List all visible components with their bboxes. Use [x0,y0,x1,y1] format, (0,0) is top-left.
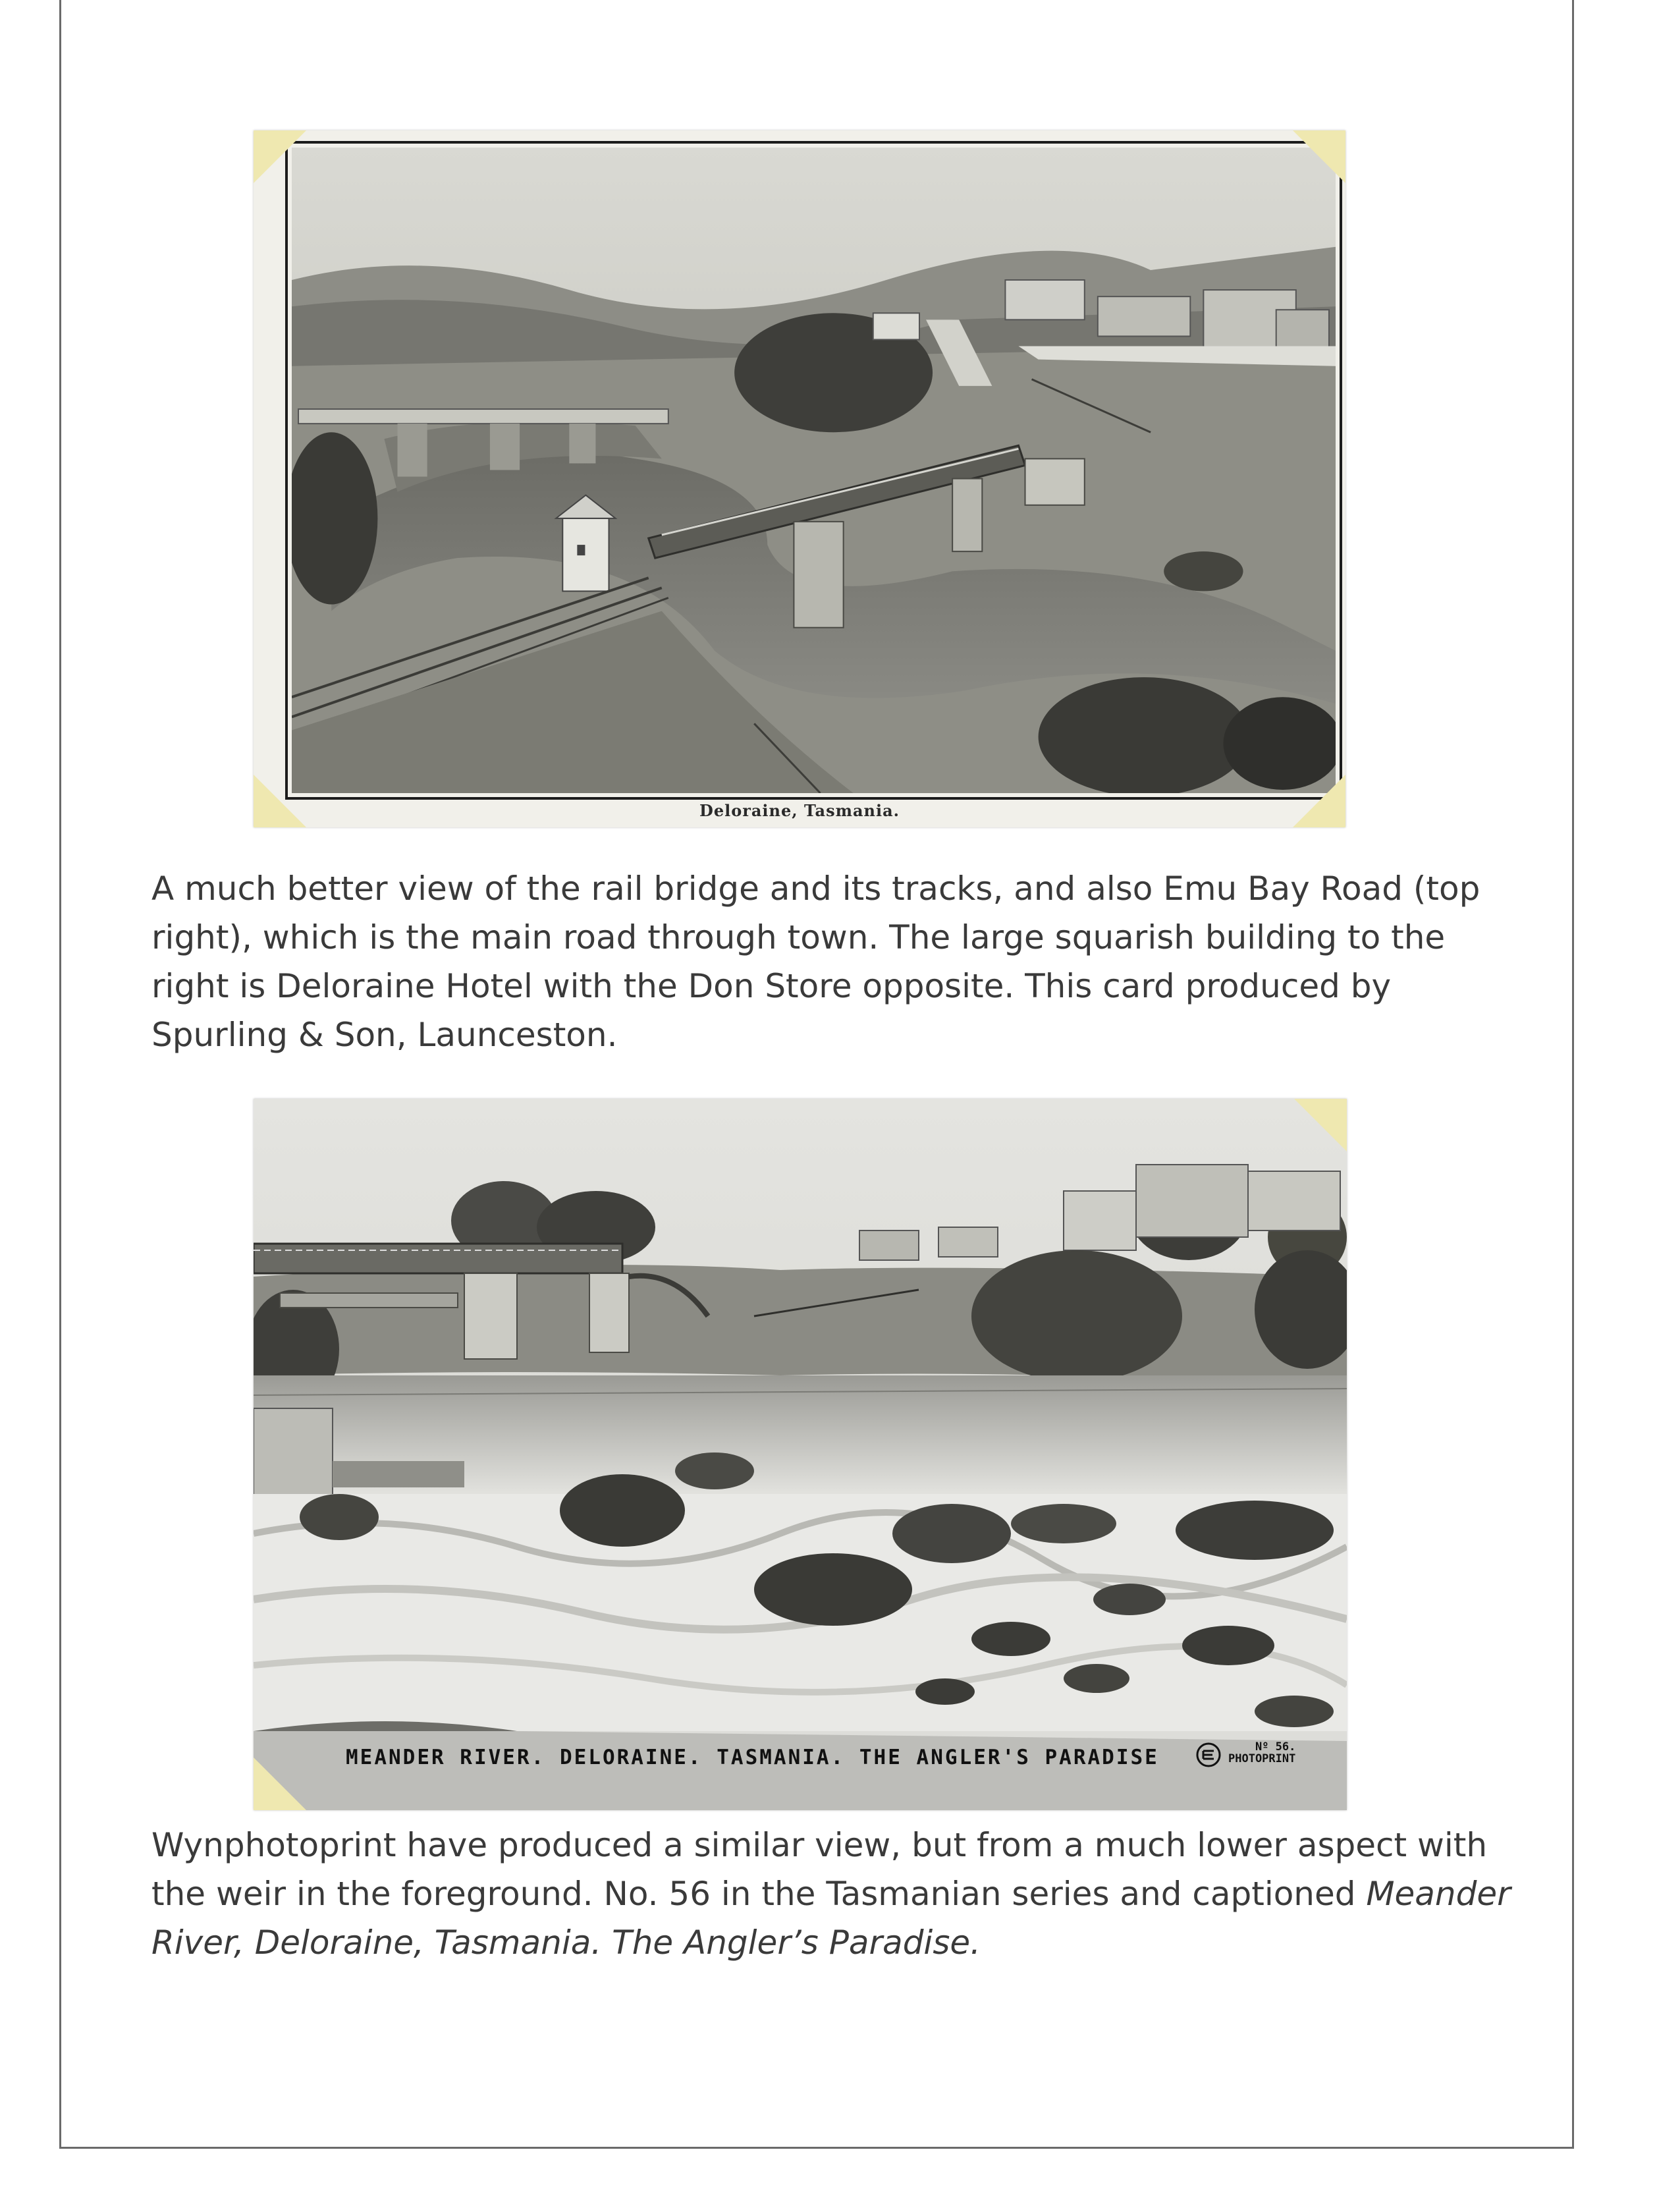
publisher-label: PHOTOPRINT [1228,1752,1296,1765]
photo-corner-mount [1293,130,1345,183]
photo-corner-mount [254,775,306,827]
description-paragraph: A much better view of the rail bridge and its tracks, and also Emu Bay Road (top right), which is the main road through town. The large squarish building to the right is Deloraine Hotel with the Don Store opposite. This card produced by Spurling & Son, Launceston. [151,870,1480,1054]
description-italic-caption: Meander River, Deloraine, Tasmania. The Angler’s Paradise. [151,1875,1511,1962]
photo-corner-mount [1293,775,1345,827]
postcard-meander-river [254,1099,1347,1810]
description-text: Wynphotoprint have produced a similar view, but from a much lower aspect with the weir in the foreground. No. 56 in the Tasmanian series and captioned [151,1826,1488,1913]
photo-frame [285,141,1342,800]
weir-photograph [254,1099,1347,1810]
postcard-caption: Deloraine, Tasmania. [699,801,900,820]
postcard-caption: MEANDER RIVER. DELORAINE. TASMANIA. THE ANGLER'S PARADISE [346,1746,1159,1769]
photo-corner-mount [254,1757,306,1810]
publisher-logo-icon [1195,1742,1222,1768]
photo-corner-mount [254,130,306,183]
description-paragraph [151,1821,1521,1967]
postcard-number-label [1228,1741,1295,1765]
postcard-number: Nº 56. [1255,1740,1296,1754]
bridge-photograph [292,148,1336,793]
photo-corner-mount [1294,1099,1347,1151]
postcard-deloraine-bridge [254,130,1345,827]
